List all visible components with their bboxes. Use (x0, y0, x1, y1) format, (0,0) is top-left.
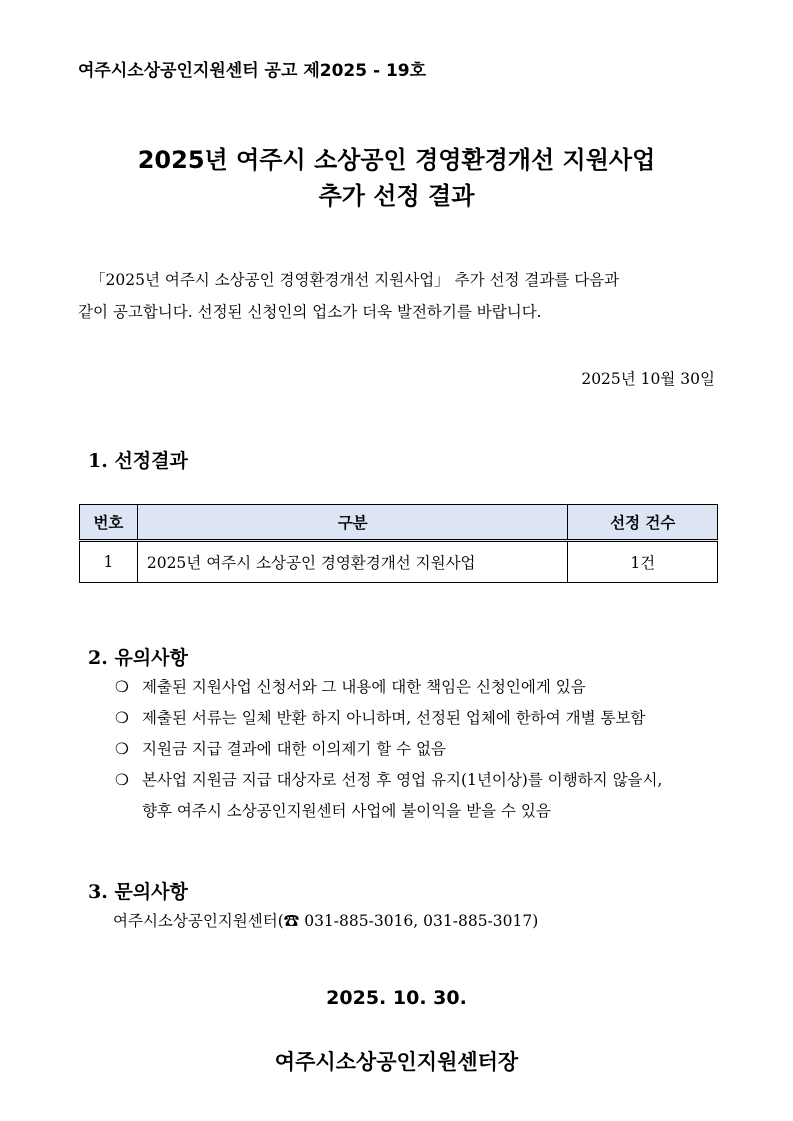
intro-line-1: 「2025년 여주시 소상공인 경영환경개선 지원사업」 추가 선정 결과를 다음과 (90, 271, 620, 289)
table-cell-category: 2025년 여주시 소상공인 경영환경개선 지원사업 (137, 541, 568, 583)
intro-line-2: 같이 공고합니다. 선정된 신청인의 업소가 더욱 발전하기를 바랍니다. (78, 303, 542, 321)
phone-icon: ☎ (283, 912, 300, 930)
table-cell-count: 1건 (568, 541, 718, 583)
circle-bullet-icon: ❍ (115, 740, 129, 758)
contact-numbers: 031-885-3016, 031-885-3017) (299, 912, 539, 930)
table-header-number: 번호 (80, 505, 138, 541)
signature: 여주시소상공인지원센터장 (274, 1050, 519, 1074)
section-2-heading: 2. 유의사항 (88, 647, 188, 669)
notice-item (115, 737, 446, 759)
notice-date: 2025년 10월 30일 (581, 370, 715, 388)
table-row (80, 541, 718, 583)
page-title-line1: 2025년 여주시 소상공인 경영환경개선 지원사업 (137, 146, 656, 174)
contact-prefix: 여주시소상공인지원센터( (113, 912, 284, 930)
page-title-line2: 추가 선정 결과 (318, 182, 475, 210)
table-header-row (80, 505, 718, 541)
notice-item-text: 본사업 지원금 지급 대상자로 선정 후 영업 유지(1년이상)를 이행하지 않을시, (142, 771, 663, 789)
notice-item-text: 지원금 지급 결과에 대한 이의제기 할 수 없음 (142, 740, 447, 758)
circle-bullet-icon: ❍ (115, 678, 129, 696)
circle-bullet-icon: ❍ (115, 771, 129, 789)
footer-date: 2025. 10. 30. (326, 987, 467, 1009)
notice-item (115, 675, 586, 697)
notice-item (115, 768, 662, 790)
section-1-heading: 1. 선정결과 (88, 450, 188, 472)
notice-item (115, 706, 645, 728)
table-header-count: 선정 건수 (568, 505, 718, 541)
section-3-heading: 3. 문의사항 (88, 881, 188, 903)
notice-item-text: 제출된 지원사업 신청서와 그 내용에 대한 책임은 신청인에게 있음 (142, 678, 586, 696)
notice-item-continuation: 향후 여주시 소상공인지원센터 사업에 불이익을 받을 수 있음 (142, 802, 551, 820)
selection-result-table (79, 504, 718, 583)
notice-number: 여주시소상공인지원센터 공고 제2025 - 19호 (78, 61, 427, 81)
table-header-category: 구분 (137, 505, 568, 541)
circle-bullet-icon: ❍ (115, 709, 129, 727)
table-cell-number: 1 (80, 541, 138, 583)
notice-item-text: 제출된 서류는 일체 반환 하지 아니하며, 선정된 업체에 한하여 개별 통보함 (142, 709, 646, 727)
contact-info (113, 909, 538, 931)
